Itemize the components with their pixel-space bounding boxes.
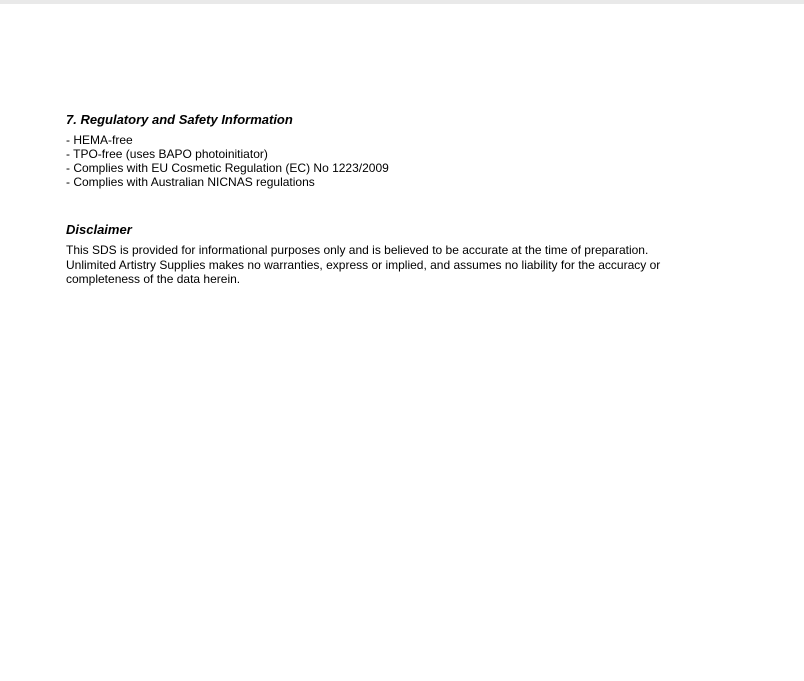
list-item: - TPO-free (uses BAPO photoinitiator)	[66, 147, 268, 161]
list-item: - Complies with Australian NICNAS regulations	[66, 175, 315, 189]
document-page	[0, 4, 804, 681]
list-item: - HEMA-free	[66, 133, 133, 147]
regulatory-section-title: 7. Regulatory and Safety Information	[66, 112, 293, 127]
list-item: - Complies with EU Cosmetic Regulation (EC) No 1223/2009	[66, 161, 389, 175]
disclaimer-text: This SDS is provided for informational purposes only and is believed to be accurate at the time of preparation. Unlimited Artistry Supplies makes no warranties, express or implied, and assumes no liability for the accuracy or completeness of the data herein.	[66, 243, 661, 286]
regulatory-list	[66, 133, 706, 189]
document-content	[66, 112, 706, 287]
disclaimer-title: Disclaimer	[66, 222, 132, 237]
